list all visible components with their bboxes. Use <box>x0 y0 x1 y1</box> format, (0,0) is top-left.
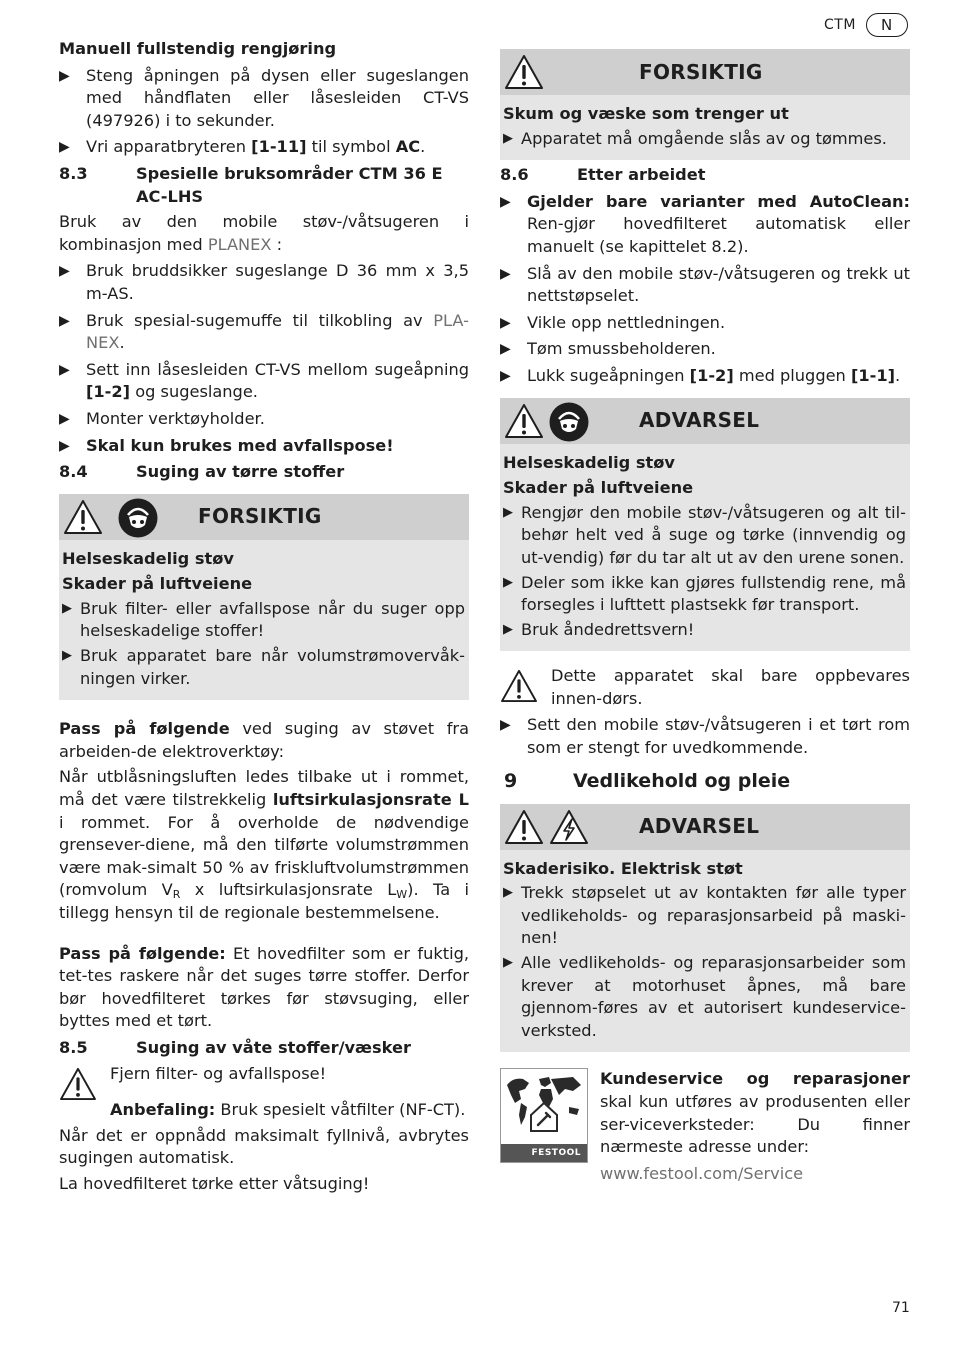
list-item: ▶ Bruk apparatet bare når volumstrømovervåk-ningen virker. <box>62 645 465 690</box>
list-item: ▶ Deler som ikke kan gjøres fullstendig rene, må forsegles i lufttett plastsekk før transport. <box>503 572 906 617</box>
list-item: ▶ Bruk åndedrettsvern! <box>503 619 906 642</box>
section-heading-8-5: 8.5 Suging av våte stoffer/væsker <box>59 1037 411 1057</box>
bullet-triangle-icon: ▶ <box>59 139 70 156</box>
note-storage: Dette apparatet skal bare oppbevares innen-dørs. <box>500 665 910 710</box>
bullet-triangle-icon: ▶ <box>503 574 513 590</box>
service-link[interactable]: www.festool.com/Service <box>600 1163 804 1183</box>
right-column <box>500 10 910 1185</box>
caution-box-foam: FORSIKTIG Skum og væske som trenger ut ▶ Apparatet må omgående slås av og tømmes. <box>500 49 910 160</box>
festool-logo-text: FESTOOL <box>531 1148 581 1159</box>
warning-box-dust: ADVARSEL Helseskadelig støv Skader på luftveiene ▶ Rengjør den mobile støv-/våtsugeren og alt til-behør helt ved å suge og tørke (innvendig og ut-vendig) før du tar alt ut av den urene sonen. ▶ Deler som ikke kan gjøres fullstendig rene, må forsegles i lufttett plastsekk før transport. ▶ Bruk åndedrettsvern! <box>500 398 910 652</box>
language-badge: N <box>866 13 908 37</box>
paragraph: Bruk av den mobile støv-/våtsugeren i kombinasjon med PLANEX : <box>59 212 469 254</box>
warning-triangle-icon <box>504 53 544 91</box>
warning-triangle-icon <box>504 808 544 846</box>
list-item: ▶ Steng åpningen på dysen eller sugeslangen med håndflaten eller låsesleiden CT-VS (497926) i to sekunder. <box>59 65 469 133</box>
list-item: ▶ Trekk støpselet ut av kontakten før alle typer vedlikeholds- og reparasjonsarbeid på maski-nen! <box>503 882 906 950</box>
bullet-triangle-icon: ▶ <box>62 648 72 664</box>
list-item: ▶ Rengjør den mobile støv-/våtsugeren og alt til-behør helt ved å suge og tørke (innvendig og ut-vendig) før du tar alt ut av den urene sonen. <box>503 502 906 570</box>
list-item: ▶ Slå av den mobile støv-/våtsugeren og trekk ut nettstøpselet. <box>500 263 910 308</box>
paragraph: Når det er oppnådd maksimalt fyllnivå, avbrytes sugingen automatisk. <box>59 1125 469 1168</box>
bullet-triangle-icon: ▶ <box>500 717 511 734</box>
list-item: ▶ Apparatet må omgående slås av og tømmes. <box>503 128 906 151</box>
list-item: ▶ Tøm smussbeholderen. <box>500 338 910 361</box>
bullet-triangle-icon: ▶ <box>59 67 70 84</box>
signal-word: FORSIKTIG <box>198 504 322 529</box>
bullet-triangle-icon: ▶ <box>59 361 70 378</box>
list-item: ▶ Sett inn låsesleiden CT-VS mellom sugeåpning [1-2] og sugeslange. <box>59 359 469 404</box>
left-column <box>59 38 469 1196</box>
list-item: ▶ Vri apparatbryteren [1-11] til symbol AC. <box>59 136 469 159</box>
list-item: ▶ Bruk spesial-sugemuffe til tilkobling av PLA-NEX. <box>59 310 469 355</box>
warning-triangle-icon <box>500 669 538 703</box>
list-item: ▶ Bruk filter- eller avfallspose når du suger opp helseskadelige stoffer! <box>62 598 465 643</box>
bullet-triangle-icon: ▶ <box>503 885 513 901</box>
page-number: 71 <box>892 1300 910 1316</box>
respirator-mask-icon <box>549 402 589 442</box>
bullet-triangle-icon: ▶ <box>500 341 511 358</box>
bullet-triangle-icon: ▶ <box>59 263 70 280</box>
list-item: ▶ Alle vedlikeholds- og reparasjonsarbeider som krever at motorhuset åpnes, må bare gjennom-føres av et autorisert kundeservice-verksted. <box>503 952 906 1042</box>
list-item: ▶ Sett den mobile støv-/våtsugeren i et tørt rom som er stengt for uvedkommende. <box>500 714 910 759</box>
warning-box-electric: ADVARSEL Skaderisiko. Elektrisk støt ▶ Trekk støpselet ut av kontakten før alle typer vedlikeholds- og reparasjonsarbeid på maski-nen! ▶ Alle vedlikeholds- og reparasjonsarbeider som krever at motorhuset åpnes, må bare gjennom-føres av et autorisert kundeservice-verksted. <box>500 804 910 1053</box>
section-heading-8-3: 8.3 Spesielle bruksområder CTM 36 E AC-LHS <box>59 163 443 206</box>
paragraph: Pass på følgende ved suging av støvet fra arbeiden-de elektroverktøy: <box>59 719 469 761</box>
paragraph: Pass på følgende: Et hovedfilter som er fuktig, tet-tes raskere når det suges tørre stoffer. Derfor bør hovedfilteret tørkes før støvsuging, eller byttes med et tørt. <box>59 943 469 1031</box>
bullet-triangle-icon: ▶ <box>59 312 70 329</box>
list-item: ▶ Skal kun brukes med avfallspose! <box>59 435 469 458</box>
list-item: ▶ Gjelder bare varianter med AutoClean: Ren-gjør hovedfilteret automatisk eller manuelt (se kapittelet 8.2). <box>500 191 910 259</box>
world-map-service-icon <box>500 1068 588 1163</box>
service-info: FESTOOL Kundeservice og reparasjoner skal kun utføres av produsenten eller ser-viceverksteder: Du finner nærmeste adresse under: www.festool.com/Service <box>500 1068 910 1185</box>
bullet-triangle-icon: ▶ <box>503 504 513 520</box>
bullet-triangle-icon: ▶ <box>503 130 513 146</box>
signal-word: ADVARSEL <box>639 408 760 433</box>
paragraph: La hovedfilteret tørke etter våtsuging! <box>59 1173 370 1193</box>
section-heading-8-6: 8.6 Etter arbeidet <box>500 165 706 185</box>
paragraph: Når utblåsningsluften ledes tilbake ut i rommet, må det være tilstrekkelig luftsirkulasjonsrate L i rommet. For å overholde de nødvendige grensever-diene, må den tilførte volumstrømmen være mak-simalt 50 % av friskluftvolumstrømmen (romvolum $V_R$ x luftsirkulasjonsrate $L_W$). Ta i tillegg hensyn til de regionale bestemmelsene. <box>59 767 469 922</box>
model-label: CTM <box>824 16 856 33</box>
respirator-mask-icon <box>118 498 158 538</box>
electric-shock-icon <box>549 808 589 846</box>
list-item: ▶ Monter verktøyholder. <box>59 408 469 431</box>
warning-triangle-icon <box>59 1067 97 1101</box>
bullet-triangle-icon: ▶ <box>503 621 513 637</box>
note-wet: Fjern filter- og avfallspose! Anbefaling: Bruk spesielt våtfilter (NF-CT). <box>59 1063 469 1122</box>
list-item: ▶ Lukk sugeåpningen [1-2] med pluggen [1-1]. <box>500 365 910 388</box>
bullet-triangle-icon: ▶ <box>59 410 70 427</box>
manual-clean-title: Manuell fullstendig rengjøring <box>59 39 337 58</box>
bullet-triangle-icon: ▶ <box>62 600 72 616</box>
list-item: ▶ Vikle opp nettledningen. <box>500 312 910 335</box>
section-heading-9: 9 Vedlikehold og pleie <box>504 769 791 792</box>
list-item: ▶ Bruk bruddsikker sugeslange D 36 mm x 3,5 m-AS. <box>59 260 469 305</box>
bullet-triangle-icon: ▶ <box>59 437 70 454</box>
warning-triangle-icon <box>63 498 103 536</box>
signal-word: FORSIKTIG <box>639 59 763 84</box>
bullet-triangle-icon: ▶ <box>500 367 511 384</box>
section-heading-8-4: 8.4 Suging av tørre stoffer <box>59 462 345 482</box>
bullet-triangle-icon: ▶ <box>503 955 513 971</box>
caution-box-dust: FORSIKTIG Helseskadelig støv Skader på luftveiene ▶ Bruk filter- eller avfallspose når du suger opp helseskadelige stoffer! ▶ Bruk apparatet bare når volumstrømovervåk-ningen virker. <box>59 494 469 701</box>
bullet-triangle-icon: ▶ <box>500 193 511 210</box>
bullet-triangle-icon: ▶ <box>500 314 511 331</box>
warning-triangle-icon <box>504 402 544 440</box>
bullet-triangle-icon: ▶ <box>500 265 511 282</box>
signal-word: ADVARSEL <box>639 814 760 839</box>
